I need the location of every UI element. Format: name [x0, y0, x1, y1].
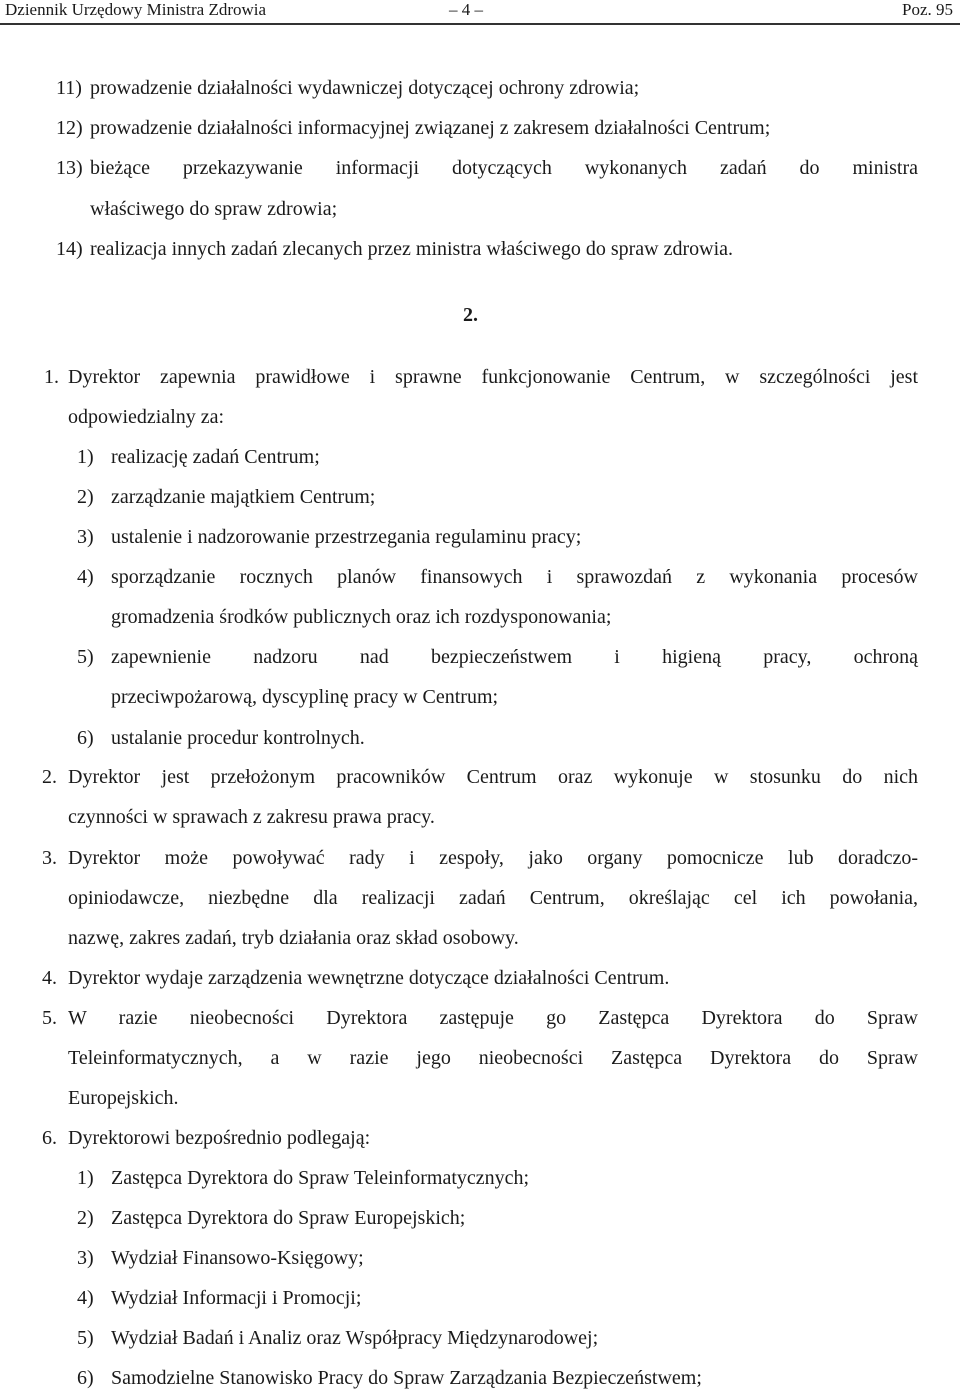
paragraph-number: 1.: [44, 366, 59, 388]
paragraph-text: odpowiedzialny za:: [68, 406, 225, 428]
paragraph-text: Dyrektor wydaje zarządzenia wewnętrzne dotyczące działalności Centrum.: [68, 967, 670, 989]
list-item-number: 5): [77, 646, 94, 668]
list-item-number: 1): [77, 1167, 94, 1189]
list-item-continuation: przeciwpożarową, dyscyplinę pracy w Centrum;: [111, 686, 499, 708]
list-item-continuation: właściwego do spraw zdrowia;: [90, 198, 338, 220]
list-item-number: 2): [77, 1207, 94, 1229]
paragraph-text: nazwę, zakres zadań, tryb działania oraz skład osobowy.: [68, 927, 519, 949]
list-item-number: 11): [56, 77, 82, 99]
paragraph-number: 6.: [42, 1127, 57, 1149]
paragraph-text: Teleinformatycznych, a w razie jego nieobecności Zastępca Dyrektora do Spraw: [68, 1047, 918, 1069]
paragraph-text: czynności w sprawach z zakresu prawa pracy.: [68, 806, 435, 828]
list-item-number: 1): [77, 446, 94, 468]
list-item-text: ustalanie procedur kontrolnych.: [111, 727, 365, 749]
paragraph-number: 2.: [42, 766, 57, 788]
page-number: – 4 –: [449, 0, 483, 19]
list-item-continuation: gromadzenia środków publicznych oraz ich rozdysponowania;: [111, 606, 612, 628]
position-number: Poz. 95: [902, 0, 953, 19]
list-item-number: 3): [77, 1247, 94, 1269]
list-item-text: Samodzielne Stanowisko Pracy do Spraw Zarządzania Bezpieczeństwem;: [111, 1367, 702, 1389]
paragraph-text: Dyrektor jest przełożonym pracowników Centrum oraz wykonuje w stosunku do nich: [68, 766, 918, 788]
section-heading: 2.: [463, 304, 478, 326]
list-item-text: Zastępca Dyrektora do Spraw Teleinformatycznych;: [111, 1167, 530, 1189]
page-header: [0, 0, 960, 28]
list-item-text: ustalenie i nadzorowanie przestrzegania regulaminu pracy;: [111, 526, 582, 548]
list-item-text: prowadzenie działalności informacyjnej związanej z zakresem działalności Centrum;: [90, 117, 771, 139]
list-item-number: 2): [77, 486, 94, 508]
list-item-text: Wydział Finansowo-Księgowy;: [111, 1247, 364, 1269]
list-item-text: realizację zadań Centrum;: [111, 446, 320, 468]
list-item-number: 4): [77, 1287, 94, 1309]
list-item-text: Zastępca Dyrektora do Spraw Europejskich;: [111, 1207, 466, 1229]
list-item-text: Wydział Badań i Analiz oraz Współpracy Międzynarodowej;: [111, 1327, 599, 1349]
journal-title: Dziennik Urzędowy Ministra Zdrowia: [5, 0, 267, 19]
list-item-text: realizacja innych zadań zlecanych przez ministra właściwego do spraw zdrowia.: [90, 238, 734, 260]
list-item-number: 13): [56, 157, 83, 179]
list-item-text: zarządzanie majątkiem Centrum;: [111, 486, 376, 508]
list-item-text: zapewnienie nadzoru nad bezpieczeństwem i higieną pracy, ochroną: [111, 646, 918, 668]
paragraph-number: 3.: [42, 847, 57, 869]
paragraph-number: 4.: [42, 967, 57, 989]
list-item-number: 12): [56, 117, 83, 139]
list-item-text: sporządzanie rocznych planów finansowych i sprawozdań z wykonania procesów: [111, 566, 918, 588]
list-item-number: 5): [77, 1327, 94, 1349]
list-item-number: 4): [77, 566, 94, 588]
header-rule: [0, 23, 960, 25]
list-item-number: 6): [77, 1367, 94, 1389]
paragraph-text: Europejskich.: [68, 1087, 179, 1109]
paragraph-text: opiniodawcze, niezbędne dla realizacji zadań Centrum, określając cel ich powołania,: [68, 887, 918, 909]
list-item-text: prowadzenie działalności wydawniczej dotyczącej ochrony zdrowia;: [90, 77, 640, 99]
list-item-number: 14): [56, 238, 83, 260]
list-item-number: 3): [77, 526, 94, 548]
paragraph-text: Dyrektor może powoływać rady i zespoły, jako organy pomocnicze lub doradczo-: [68, 847, 918, 869]
paragraph-text: Dyrektorowi bezpośrednio podlegają:: [68, 1127, 371, 1149]
list-item-text: bieżące przekazywanie informacji dotyczących wykonanych zadań do ministra: [90, 157, 918, 179]
paragraph-text: Dyrektor zapewnia prawidłowe i sprawne funkcjonowanie Centrum, w szczególności jest: [68, 366, 918, 388]
list-item-number: 6): [77, 727, 94, 749]
paragraph-text: W razie nieobecności Dyrektora zastępuje go Zastępca Dyrektora do Spraw: [68, 1007, 918, 1029]
paragraph-number: 5.: [42, 1007, 57, 1029]
list-item-text: Wydział Informacji i Promocji;: [111, 1287, 362, 1309]
